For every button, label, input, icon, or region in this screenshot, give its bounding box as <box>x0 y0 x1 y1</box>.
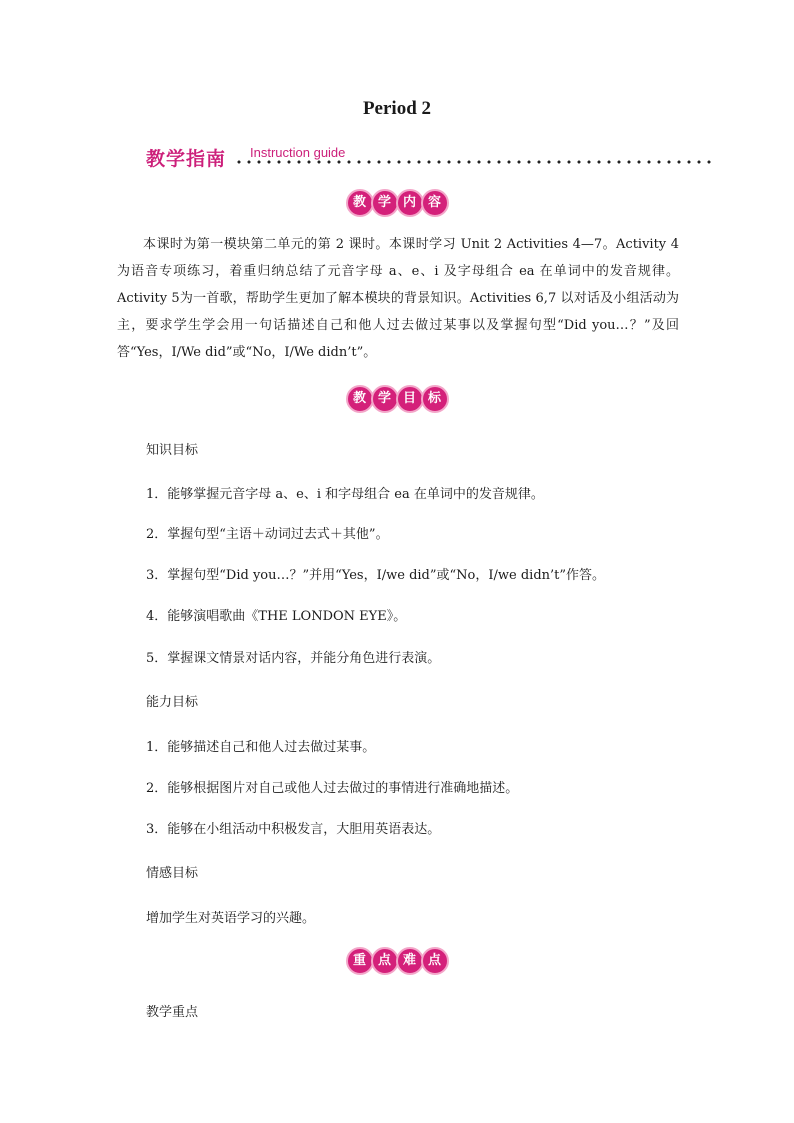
badge-char: 教 <box>346 385 374 413</box>
emotion-text: 增加学生对英语学习的兴趣。 <box>146 911 316 926</box>
section-badge-goals <box>0 385 794 413</box>
section-badge-key-points <box>0 947 794 975</box>
badge-char: 难 <box>396 947 424 975</box>
badge-char: 目 <box>396 385 424 413</box>
badge-char: 容 <box>421 189 449 217</box>
badge-char: 学 <box>371 385 399 413</box>
section-badge-content <box>0 189 794 217</box>
intro-paragraph: 本课时为第一模块第二单元的第 2 课时。本课时学习 Unit 2 Activities 4—7。Activity 4 为语音专项练习，着重归纳总结了元音字母 a、e、i 及字母组合 ea 在单词中的发音规律。Activity 5为一首歌，帮助学生更加了解本模块的背景知识。Activities 6,7 以对话及小组活动为主，要求学生学会用一句话描述自己和他人过去做过某事以及掌握句型“Did you…？”及回答“Yes，I/We did”或“No，I/We didn’t”。 <box>117 237 679 360</box>
badge-char: 学 <box>371 189 399 217</box>
badge-char: 教 <box>346 189 374 217</box>
emotion-heading: 情感目标 <box>146 866 199 881</box>
page-title: Period 2 <box>362 98 432 119</box>
knowledge-item: 2．掌握句型“主语＋动词过去式＋其他”。 <box>146 527 389 542</box>
badge-char: 标 <box>421 385 449 413</box>
dotted-leader <box>234 160 712 164</box>
knowledge-heading: 知识目标 <box>146 443 199 458</box>
badge-char: 内 <box>396 189 424 217</box>
ability-item: 2．能够根据图片对自己或他人过去做过的事情进行准确地描述。 <box>146 781 519 796</box>
instruction-guide-header <box>146 142 712 170</box>
ability-item: 1．能够描述自己和他人过去做过某事。 <box>146 740 376 755</box>
guide-title-en: Instruction guide <box>250 145 346 160</box>
ability-heading: 能力目标 <box>146 695 199 710</box>
knowledge-item: 1．能够掌握元音字母 a、e、i 和字母组合 ea 在单词中的发音规律。 <box>146 487 544 502</box>
badge-char: 点 <box>421 947 449 975</box>
knowledge-item: 5．掌握课文情景对话内容，并能分角色进行表演。 <box>146 651 441 666</box>
ability-item: 3．能够在小组活动中积极发言，大胆用英语表达。 <box>146 822 441 837</box>
badge-char: 重 <box>346 947 374 975</box>
badge-char: 点 <box>371 947 399 975</box>
knowledge-item: 3．掌握句型“Did you…？”并用“Yes，I/we did”或“No，I/we didn’t”作答。 <box>146 568 606 583</box>
guide-title-cn: 教学指南 <box>146 148 227 170</box>
knowledge-item: 4．能够演唱歌曲《THE LONDON EYE》。 <box>146 609 407 624</box>
key-point-heading: 教学重点 <box>146 1005 199 1020</box>
